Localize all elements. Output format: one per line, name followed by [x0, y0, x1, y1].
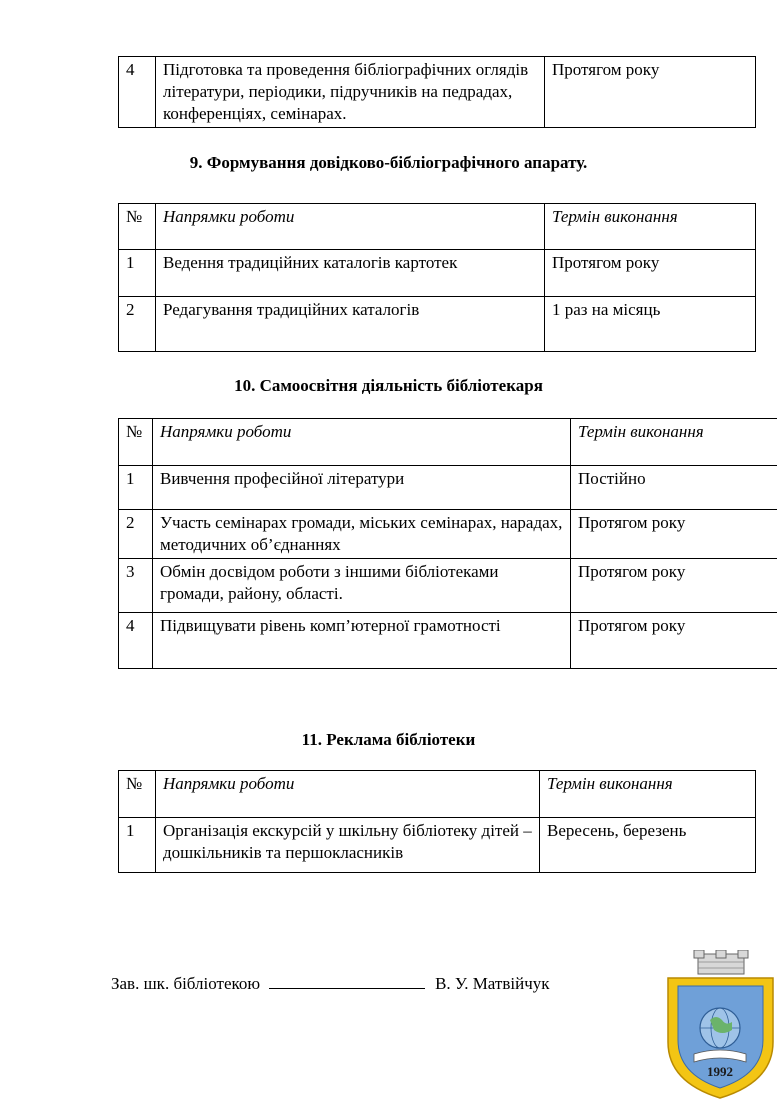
cell-term: Вересень, березень — [540, 818, 756, 873]
cell-num: 1 — [119, 250, 156, 297]
table-row — [119, 57, 756, 128]
cell-num: 3 — [119, 559, 153, 613]
cell-term: Постійно — [571, 466, 777, 510]
signature-line — [269, 974, 425, 989]
cell-term: Протягом року — [545, 250, 756, 297]
cell-direction: Ведення традиційних каталогів картотек — [156, 250, 545, 297]
table-row — [119, 818, 756, 873]
header-direction: Напрямки роботи — [156, 204, 545, 250]
cell-direction: Організація екскурсій у шкільну бібліотеку дітей –дошкільників та першокласників — [156, 818, 540, 873]
cell-direction: Редагування традиційних каталогів — [156, 297, 545, 352]
emblem-year: 1992 — [707, 1064, 733, 1079]
cell-num: 2 — [119, 510, 153, 559]
cell-num: 4 — [119, 57, 156, 128]
cell-num: 1 — [119, 818, 156, 873]
signature-name: В. У. Матвійчук — [435, 974, 550, 993]
cell-num: 4 — [119, 613, 153, 669]
table-section-9 — [118, 203, 756, 352]
cell-num: 1 — [119, 466, 153, 510]
section-9-title: 9. Формування довідково-бібліографічного апарату. — [189, 153, 588, 172]
cell-direction: Обмін досвідом роботи з іншими бібліотеками громади, району, області. — [153, 559, 571, 613]
table-section-8 — [118, 56, 756, 128]
table-section-10 — [118, 418, 777, 669]
signature-block — [111, 973, 550, 995]
cell-term: Протягом року — [571, 613, 777, 669]
cell-term: Протягом року — [571, 510, 777, 559]
cell-direction: Підвищувати рівень комп’ютерної грамотності — [153, 613, 571, 669]
table-section-11 — [118, 770, 756, 873]
table-row — [119, 466, 777, 510]
header-num: № — [119, 419, 153, 466]
table-row — [119, 250, 756, 297]
cell-direction: Підготовка та проведення бібліографічних оглядів літератури, періодики, підручників на педрадах, конференціях, семінарах. — [156, 57, 545, 128]
header-term: Термін виконання — [540, 771, 756, 818]
cell-direction: Вивчення професійної літератури — [153, 466, 571, 510]
header-term: Термін виконання — [571, 419, 777, 466]
table-row — [119, 559, 777, 613]
signature-position: Зав. шк. бібліотекою — [111, 974, 261, 993]
table-header-row — [119, 204, 756, 250]
table-row — [119, 297, 756, 352]
cell-term: Протягом року — [545, 57, 756, 128]
section-10-title: 10. Самоосвітня діяльність бібліотекаря — [234, 376, 543, 395]
cell-num: 2 — [119, 297, 156, 352]
header-direction: Напрямки роботи — [153, 419, 571, 466]
table-row — [119, 613, 777, 669]
cell-term: 1 раз на місяць — [545, 297, 756, 352]
table-row — [119, 510, 777, 559]
cell-direction: Участь семінарах громади, міських семінарах, нарадах, методичних об’єднаннях — [153, 510, 571, 559]
header-num: № — [119, 771, 156, 818]
table-header-row — [119, 771, 756, 818]
tower-crown — [694, 950, 748, 974]
emblem-seal-icon — [664, 950, 777, 1100]
section-11-title: 11. Реклама бібліотеки — [301, 730, 476, 749]
header-num: № — [119, 204, 156, 250]
table-header-row — [119, 419, 777, 466]
header-direction: Напрямки роботи — [156, 771, 540, 818]
cell-term: Протягом року — [571, 559, 777, 613]
header-term: Термін виконання — [545, 204, 756, 250]
